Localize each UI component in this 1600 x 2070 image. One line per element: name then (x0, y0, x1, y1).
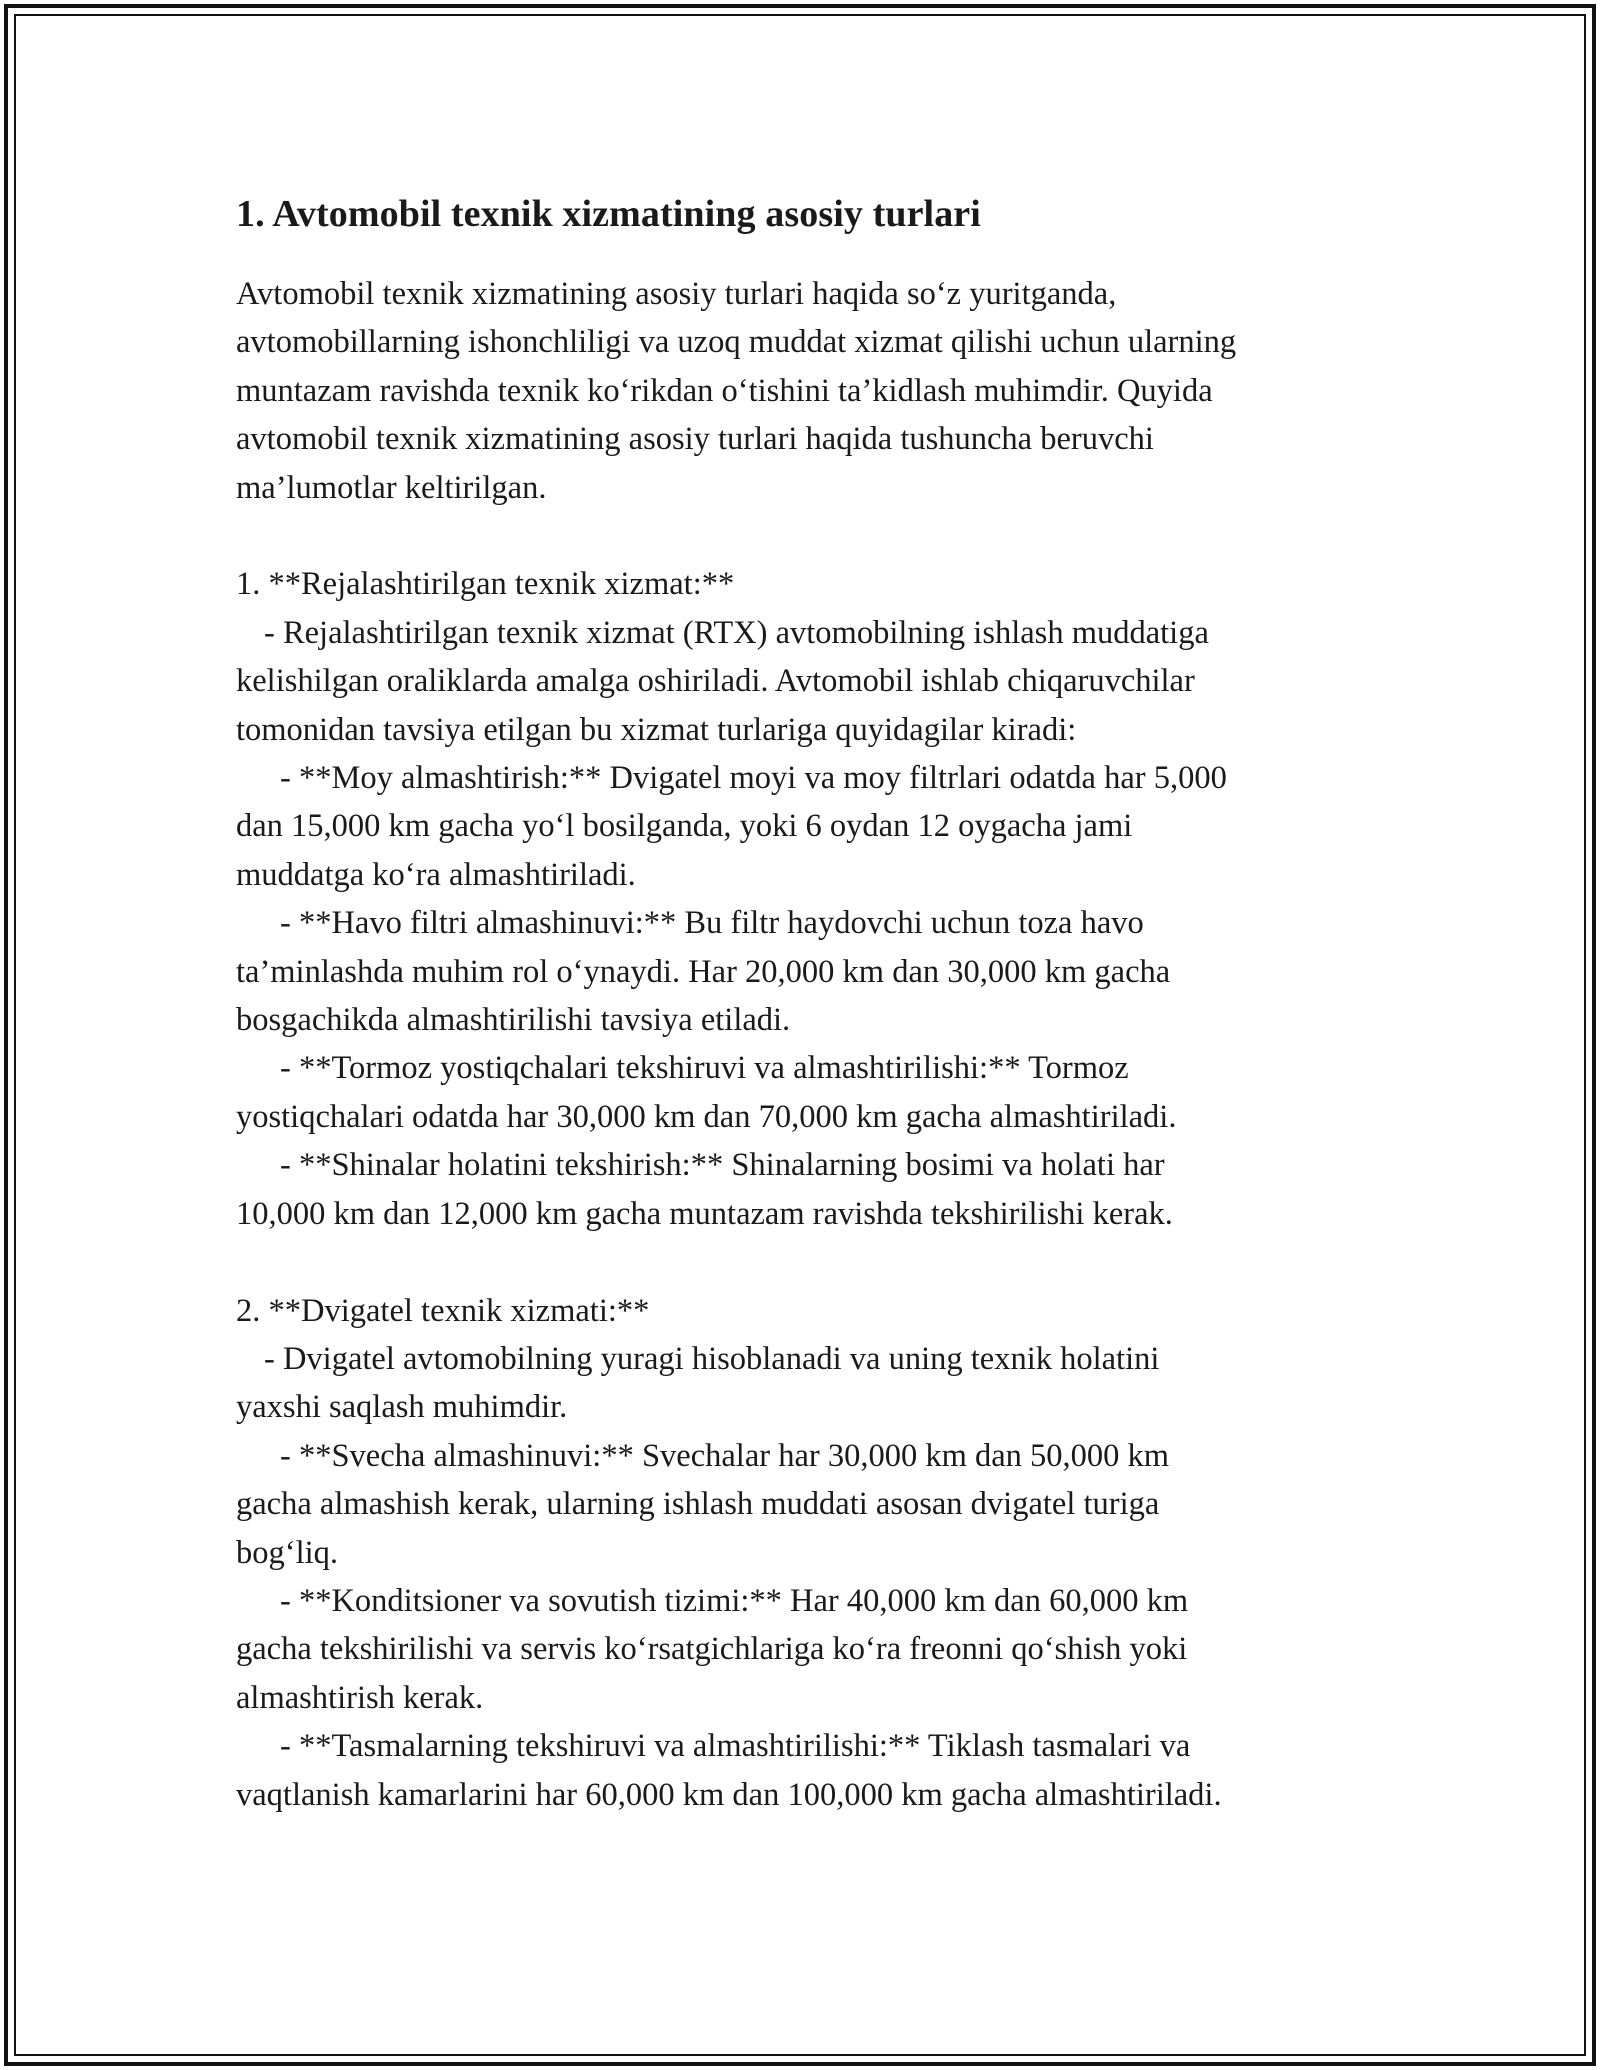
list-item (236, 754, 1376, 899)
list-item-line: dan 15,000 km gacha yo‘l bosilganda, yoki 6 oydan 12 oygacha jami (236, 808, 1133, 845)
list-item (236, 1432, 1376, 1577)
section-heading: 2. **Dvigatel texnik xizmati:** (236, 1292, 650, 1329)
list-item (236, 1577, 1376, 1722)
spacer (236, 512, 1376, 560)
list-item (236, 1044, 1376, 1141)
section-2 (236, 1287, 1376, 1819)
section-heading: 1. **Rejalashtirilgan texnik xizmat:** (236, 566, 735, 603)
list-item-line: bosgachikda almashtirilishi tavsiya etiladi. (236, 1002, 791, 1039)
list-item-line: almashtirish kerak. (236, 1679, 484, 1716)
list-item-line: - **Havo filtri almashinuvi:** Bu filtr haydovchi uchun toza havo (280, 905, 1144, 942)
list-item-line: gacha tekshirilishi va servis ko‘rsatgichlariga ko‘ra freonni qo‘shish yoki (236, 1631, 1188, 1668)
section-intro-line: kelishilgan oraliklarda amalga oshiriladi. Avtomobil ishlab chiqaruvchilar (236, 663, 1195, 700)
list-item-line: - **Tormoz yostiqchalari tekshiruvi va almashtirilishi:** Tormoz (280, 1050, 1129, 1087)
section-intro-line: tomonidan tavsiya etilgan bu xizmat turlariga quyidagilar kiradi: (236, 711, 1077, 748)
list-item-line: - **Konditsioner va sovutish tizimi:** Har 40,000 km dan 60,000 km (280, 1582, 1189, 1619)
list-item (236, 1141, 1376, 1238)
list-item-line: muddatga ko‘ra almashtiriladi. (236, 856, 636, 893)
section-intro-line: - Dvigatel avtomobilning yuragi hisoblanadi va uning texnik holatini (264, 1340, 1160, 1377)
list-item-line: 10,000 km dan 12,000 km gacha muntazam ravishda tekshirilishi kerak. (236, 1195, 1173, 1232)
document-body (236, 186, 1376, 1819)
list-item (236, 1722, 1376, 1819)
list-item-line: gacha almashish kerak, ularning ishlash muddati asosan dvigatel turiga (236, 1486, 1160, 1523)
list-item-line: bog‘liq. (236, 1534, 339, 1571)
list-item-line: - **Svecha almashinuvi:** Svechalar har 30,000 km dan 50,000 km (280, 1437, 1170, 1474)
intro-line: ma’lumotlar keltirilgan. (236, 469, 547, 506)
intro-line: Avtomobil texnik xizmatining asosiy turlari haqida so‘z yuritganda, (236, 276, 1117, 312)
list-item-line: yostiqchalari odatda har 30,000 km dan 70,000 km gacha almashtiriladi. (236, 1098, 1177, 1135)
section-intro-line: - Rejalashtirilgan texnik xizmat (RTX) avtomobilning ishlash muddatiga (264, 614, 1209, 651)
list-item-line: ta’minlashda muhim rol o‘ynaydi. Har 20,000 km dan 30,000 km gacha (236, 953, 1171, 990)
list-item (236, 899, 1376, 1044)
spacer (236, 1238, 1376, 1286)
section-intro-line: yaxshi saqlash muhimdir. (236, 1389, 568, 1426)
document-title: 1. Avtomobil texnik xizmatining asosiy turlari (236, 193, 981, 235)
list-item-line: - **Moy almashtirish:** Dvigatel moyi va moy filtrlari odatda har 5,000 (280, 760, 1227, 797)
intro-line: muntazam ravishda texnik ko‘rikdan o‘tishini ta’kidlash muhimdir. Quyida (236, 372, 1213, 409)
intro-paragraph (236, 270, 1376, 512)
intro-line: avtomobillarning ishonchliligi va uzoq muddat xizmat qilishi uchun ularning (236, 324, 1237, 361)
list-item-line: vaqtlanish kamarlarini har 60,000 km dan 100,000 km gacha almashtiriladi. (236, 1776, 1222, 1813)
intro-line: avtomobil texnik xizmatining asosiy turlari haqida tushuncha beruvchi (236, 421, 1154, 458)
list-item-line: - **Tasmalarning tekshiruvi va almashtirilishi:** Tiklash tasmalari va (280, 1728, 1191, 1765)
section-1 (236, 560, 1376, 1238)
list-item-line: - **Shinalar holatini tekshirish:** Shinalarning bosimi va holati har (280, 1147, 1165, 1184)
